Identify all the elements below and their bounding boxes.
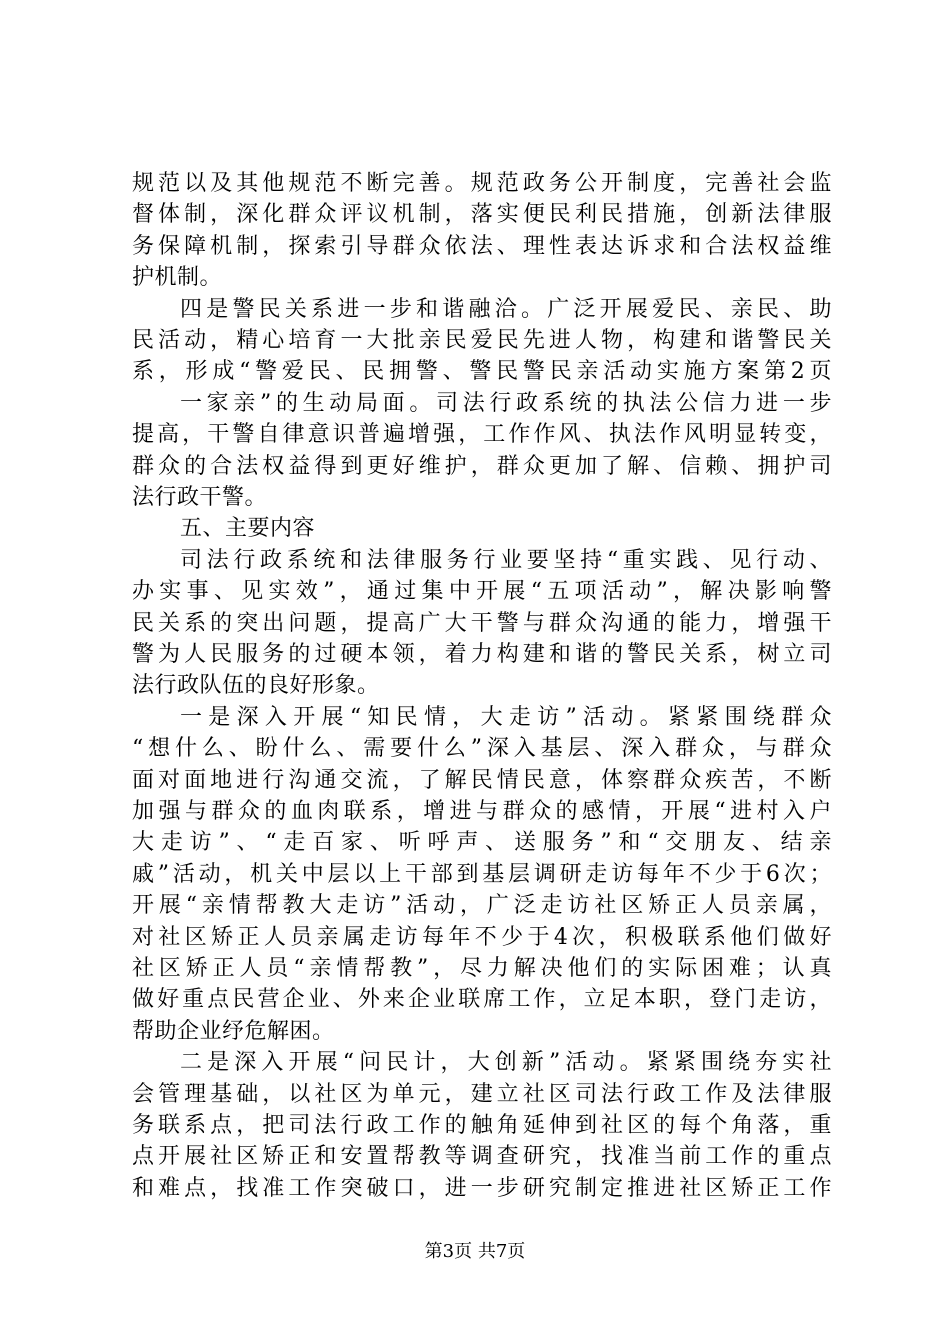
text-line: 四是警民关系进一步和谐融洽。广泛开展爱民、亲民、助 — [180, 296, 832, 322]
text-line: 办实事、见实效”，通过集中开展“五项活动”，解决影响警 — [132, 579, 832, 605]
text-line: 法行政队伍的良好形象。 — [132, 673, 380, 699]
text-line: 务联系点，把司法行政工作的触角延伸到社区的每个角落，重 — [132, 1113, 832, 1138]
text-line: 护机制。 — [132, 265, 223, 291]
text-line: 民活动，精心培育一大批亲民爱民先进人物，构建和谐警民关 — [132, 328, 832, 353]
section-heading: 五、主要内容 — [180, 516, 316, 542]
text-line: 二是深入开展“问民计，大创新”活动。紧紧围绕夯实社 — [180, 1050, 832, 1076]
text-line: 民关系的突出问题，提高广大干警与群众沟通的能力，增强干 — [132, 610, 832, 636]
text-line: 和难点，找准工作突破口，进一步研究制定推进社区矫正工作 — [132, 1175, 832, 1201]
text-line: “想什么、盼什么、需要什么”深入基层、深入群众，与群众 — [132, 736, 832, 762]
text-line: 督体制，深化群众评议机制，落实便民利民措施，创新法律服 — [132, 202, 832, 228]
text-line: 提高，干警自律意识普遍增强，工作作风、执法作风明显转变， — [132, 422, 832, 448]
text-line: 大走访”、“走百家、听呼声、送服务”和“交朋友、结亲 — [132, 830, 832, 856]
text-line: 警为人民服务的过硬本领，着力构建和谐的警民关系，树立司 — [132, 642, 832, 667]
text-line: 加强与群众的血肉联系，增进与群众的感情，开展“进村入户 — [132, 799, 832, 824]
text-line: 一是深入开展“知民情，大走访”活动。紧紧围绕群众 — [180, 704, 832, 730]
text-line: 法行政干警。 — [132, 485, 268, 510]
text-line: 一家亲”的生动局面。司法行政系统的执法公信力进一步 — [180, 390, 832, 416]
text-line: 开展“亲情帮教大走访”活动，广泛走访社区矫正人员亲属， — [132, 893, 832, 919]
text-line: 系，形成“警爱民、民拥警、警民警民亲活动实施方案第2页 — [132, 359, 832, 385]
text-line: 面对面地进行沟通交流，了解民情民意，体察群众疾苦，不断 — [132, 767, 832, 793]
text-line: 对社区矫正人员亲属走访每年不少于4次，积极联系他们做好 — [132, 924, 832, 950]
text-line: 帮助企业纾危解困。 — [132, 1018, 335, 1044]
text-line: 群众的合法权益得到更好维护，群众更加了解、信赖、拥护司 — [132, 453, 832, 479]
text-line: 做好重点民营企业、外来企业联席工作，立足本职，登门走访， — [132, 987, 832, 1013]
page-footer: 第3页 共7页 — [424, 1241, 526, 1262]
text-line: 规范以及其他规范不断完善。规范政务公开制度，完善社会监 — [132, 171, 832, 196]
text-line: 会管理基础，以社区为单元，建立社区司法行政工作及法律服 — [132, 1081, 832, 1107]
text-line: 务保障机制，探索引导群众依法、理性表达诉求和合法权益维 — [132, 233, 832, 259]
text-line: 司法行政系统和法律服务行业要坚持“重实践、见行动、 — [180, 547, 832, 573]
text-line: 点开展社区矫正和安置帮教等调查研究，找准当前工作的重点 — [132, 1144, 832, 1170]
text-line: 社区矫正人员“亲情帮教”，尽力解决他们的实际困难；认真 — [132, 956, 832, 981]
text-line: 戚”活动，机关中层以上干部到基层调研走访每年不少于6次； — [132, 861, 832, 887]
